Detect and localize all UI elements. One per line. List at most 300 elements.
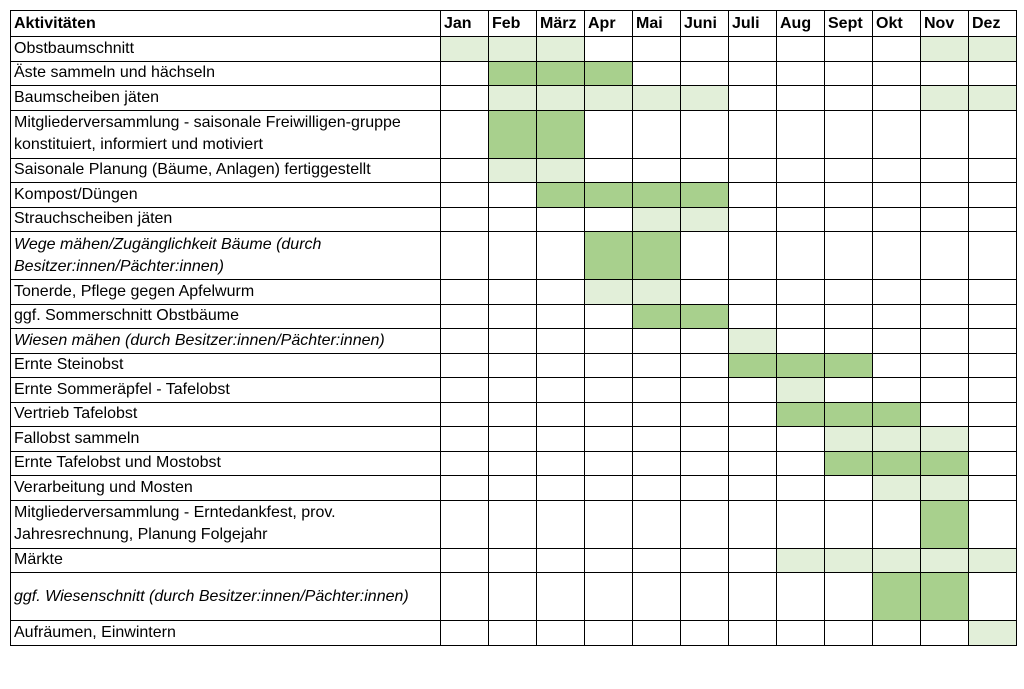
- table-row: [11, 378, 1017, 403]
- activity-label: Aufräumen, Einwintern: [11, 621, 441, 646]
- month-cell-okt: [873, 232, 921, 280]
- month-cell-nov: [921, 573, 969, 621]
- month-cell-jan: [441, 500, 489, 548]
- month-cell-aug: [777, 573, 825, 621]
- month-cell-aug: [777, 500, 825, 548]
- month-cell-dez: [969, 304, 1017, 329]
- month-cell-okt: [873, 548, 921, 573]
- month-cell-apr: [585, 378, 633, 403]
- month-cell-aug: [777, 353, 825, 378]
- month-cell-aug: [777, 158, 825, 183]
- month-cell-apr: [585, 548, 633, 573]
- month-cell-feb: [489, 37, 537, 62]
- month-cell-jan: [441, 402, 489, 427]
- month-cell-juni: [681, 183, 729, 208]
- month-cell-apr: [585, 110, 633, 158]
- month-cell-okt: [873, 500, 921, 548]
- month-cell-aug: [777, 110, 825, 158]
- header-row: [11, 11, 1017, 37]
- month-cell-feb: [489, 451, 537, 476]
- month-cell-okt: [873, 621, 921, 646]
- month-cell-aug: [777, 329, 825, 354]
- month-cell-märz: [537, 232, 585, 280]
- month-cell-jan: [441, 451, 489, 476]
- month-cell-jan: [441, 232, 489, 280]
- table-row: [11, 207, 1017, 232]
- table-row: [11, 427, 1017, 452]
- month-cell-mai: [633, 207, 681, 232]
- month-cell-juni: [681, 548, 729, 573]
- month-cell-sept: [825, 548, 873, 573]
- month-cell-juli: [729, 37, 777, 62]
- table-row: [11, 402, 1017, 427]
- month-cell-sept: [825, 476, 873, 501]
- month-cell-okt: [873, 158, 921, 183]
- month-cell-dez: [969, 353, 1017, 378]
- month-cell-feb: [489, 573, 537, 621]
- month-cell-aug: [777, 280, 825, 305]
- month-cell-mai: [633, 500, 681, 548]
- month-cell-feb: [489, 61, 537, 86]
- month-cell-aug: [777, 232, 825, 280]
- month-cell-sept: [825, 304, 873, 329]
- month-cell-märz: [537, 402, 585, 427]
- header-month-4: Apr: [585, 11, 633, 37]
- month-cell-dez: [969, 427, 1017, 452]
- month-cell-okt: [873, 86, 921, 111]
- month-cell-juni: [681, 158, 729, 183]
- month-cell-nov: [921, 158, 969, 183]
- month-cell-mai: [633, 573, 681, 621]
- table-row: [11, 451, 1017, 476]
- month-cell-nov: [921, 427, 969, 452]
- table-row: [11, 110, 1017, 158]
- month-cell-feb: [489, 207, 537, 232]
- month-cell-feb: [489, 183, 537, 208]
- month-cell-okt: [873, 451, 921, 476]
- activity-label: Ernte Steinobst: [11, 353, 441, 378]
- activity-label: Vertrieb Tafelobst: [11, 402, 441, 427]
- activity-label: Äste sammeln und hächseln: [11, 61, 441, 86]
- month-cell-jan: [441, 621, 489, 646]
- month-cell-aug: [777, 61, 825, 86]
- month-cell-juni: [681, 61, 729, 86]
- month-cell-märz: [537, 110, 585, 158]
- month-cell-nov: [921, 329, 969, 354]
- table-row: [11, 329, 1017, 354]
- month-cell-juni: [681, 427, 729, 452]
- month-cell-mai: [633, 621, 681, 646]
- month-cell-sept: [825, 61, 873, 86]
- table-row: [11, 158, 1017, 183]
- month-cell-sept: [825, 110, 873, 158]
- month-cell-juni: [681, 304, 729, 329]
- header-month-9: Sept: [825, 11, 873, 37]
- month-cell-feb: [489, 110, 537, 158]
- month-cell-apr: [585, 207, 633, 232]
- month-cell-apr: [585, 451, 633, 476]
- month-cell-okt: [873, 61, 921, 86]
- table-row: [11, 621, 1017, 646]
- month-cell-apr: [585, 158, 633, 183]
- month-cell-mai: [633, 329, 681, 354]
- month-cell-juli: [729, 548, 777, 573]
- month-cell-märz: [537, 427, 585, 452]
- activity-label: Saisonale Planung (Bäume, Anlagen) fertiggestellt: [11, 158, 441, 183]
- month-cell-juni: [681, 573, 729, 621]
- month-cell-juni: [681, 110, 729, 158]
- month-cell-jan: [441, 353, 489, 378]
- month-cell-nov: [921, 548, 969, 573]
- month-cell-jan: [441, 378, 489, 403]
- month-cell-mai: [633, 158, 681, 183]
- month-cell-mai: [633, 37, 681, 62]
- month-cell-feb: [489, 280, 537, 305]
- month-cell-nov: [921, 61, 969, 86]
- month-cell-apr: [585, 500, 633, 548]
- month-cell-dez: [969, 280, 1017, 305]
- month-cell-mai: [633, 427, 681, 452]
- month-cell-juli: [729, 476, 777, 501]
- month-cell-apr: [585, 37, 633, 62]
- month-cell-dez: [969, 402, 1017, 427]
- activity-label: Strauchscheiben jäten: [11, 207, 441, 232]
- month-cell-okt: [873, 402, 921, 427]
- month-cell-dez: [969, 183, 1017, 208]
- month-cell-märz: [537, 500, 585, 548]
- month-cell-juli: [729, 61, 777, 86]
- month-cell-juli: [729, 329, 777, 354]
- month-cell-juli: [729, 183, 777, 208]
- month-cell-mai: [633, 451, 681, 476]
- activity-label: Wege mähen/Zugänglichkeit Bäume (durch Besitzer:innen/Pächter:innen): [11, 232, 441, 280]
- table-row: [11, 304, 1017, 329]
- month-cell-apr: [585, 573, 633, 621]
- month-cell-mai: [633, 183, 681, 208]
- table-row: [11, 548, 1017, 573]
- month-cell-sept: [825, 207, 873, 232]
- month-cell-nov: [921, 621, 969, 646]
- month-cell-juni: [681, 86, 729, 111]
- month-cell-nov: [921, 207, 969, 232]
- month-cell-mai: [633, 353, 681, 378]
- activity-label: Ernte Tafelobst und Mostobst: [11, 451, 441, 476]
- month-cell-nov: [921, 451, 969, 476]
- month-cell-apr: [585, 476, 633, 501]
- activity-table: [10, 10, 1017, 646]
- month-cell-juli: [729, 86, 777, 111]
- header-month-10: Okt: [873, 11, 921, 37]
- month-cell-juli: [729, 451, 777, 476]
- month-cell-juli: [729, 402, 777, 427]
- month-cell-nov: [921, 232, 969, 280]
- month-cell-märz: [537, 280, 585, 305]
- month-cell-apr: [585, 329, 633, 354]
- month-cell-märz: [537, 158, 585, 183]
- month-cell-feb: [489, 621, 537, 646]
- month-cell-aug: [777, 207, 825, 232]
- month-cell-juni: [681, 280, 729, 305]
- month-cell-okt: [873, 183, 921, 208]
- table-row: [11, 476, 1017, 501]
- header-month-12: Dez: [969, 11, 1017, 37]
- month-cell-juli: [729, 304, 777, 329]
- month-cell-aug: [777, 548, 825, 573]
- activity-label: Verarbeitung und Mosten: [11, 476, 441, 501]
- month-cell-juli: [729, 378, 777, 403]
- month-cell-dez: [969, 61, 1017, 86]
- month-cell-mai: [633, 232, 681, 280]
- month-cell-nov: [921, 280, 969, 305]
- month-cell-märz: [537, 61, 585, 86]
- month-cell-jan: [441, 304, 489, 329]
- month-cell-okt: [873, 476, 921, 501]
- table-row: [11, 500, 1017, 548]
- month-cell-sept: [825, 427, 873, 452]
- activity-label: Mitgliederversammlung - saisonale Freiwilligen-gruppe konstituiert, informiert und motiviert: [11, 110, 441, 158]
- month-cell-apr: [585, 232, 633, 280]
- month-cell-apr: [585, 427, 633, 452]
- activity-label: Märkte: [11, 548, 441, 573]
- month-cell-mai: [633, 280, 681, 305]
- month-cell-juli: [729, 621, 777, 646]
- month-cell-apr: [585, 183, 633, 208]
- month-cell-okt: [873, 207, 921, 232]
- month-cell-aug: [777, 427, 825, 452]
- month-cell-aug: [777, 621, 825, 646]
- month-cell-dez: [969, 110, 1017, 158]
- month-cell-dez: [969, 451, 1017, 476]
- month-cell-märz: [537, 353, 585, 378]
- table-row: [11, 280, 1017, 305]
- month-cell-juni: [681, 353, 729, 378]
- month-cell-mai: [633, 378, 681, 403]
- activity-label: Fallobst sammeln: [11, 427, 441, 452]
- month-cell-feb: [489, 548, 537, 573]
- month-cell-sept: [825, 378, 873, 403]
- month-cell-mai: [633, 548, 681, 573]
- month-cell-dez: [969, 232, 1017, 280]
- table-row: [11, 61, 1017, 86]
- month-cell-mai: [633, 61, 681, 86]
- month-cell-nov: [921, 476, 969, 501]
- month-cell-sept: [825, 158, 873, 183]
- month-cell-sept: [825, 37, 873, 62]
- month-cell-feb: [489, 232, 537, 280]
- month-cell-dez: [969, 329, 1017, 354]
- month-cell-jan: [441, 61, 489, 86]
- activity-label: Kompost/Düngen: [11, 183, 441, 208]
- month-cell-juni: [681, 500, 729, 548]
- month-cell-jan: [441, 37, 489, 62]
- month-cell-märz: [537, 621, 585, 646]
- activity-label: ggf. Wiesenschnitt (durch Besitzer:innen/Pächter:innen): [11, 573, 441, 621]
- header-activities: Aktivitäten: [11, 11, 441, 37]
- month-cell-feb: [489, 378, 537, 403]
- month-cell-aug: [777, 86, 825, 111]
- month-cell-feb: [489, 329, 537, 354]
- month-cell-feb: [489, 304, 537, 329]
- month-cell-aug: [777, 378, 825, 403]
- table-row: [11, 353, 1017, 378]
- table-row: [11, 573, 1017, 621]
- month-cell-sept: [825, 500, 873, 548]
- month-cell-apr: [585, 304, 633, 329]
- month-cell-mai: [633, 86, 681, 111]
- month-cell-märz: [537, 86, 585, 111]
- month-cell-apr: [585, 61, 633, 86]
- month-cell-jan: [441, 158, 489, 183]
- table-row: [11, 232, 1017, 280]
- month-cell-apr: [585, 353, 633, 378]
- month-cell-feb: [489, 158, 537, 183]
- month-cell-märz: [537, 476, 585, 501]
- month-cell-feb: [489, 500, 537, 548]
- month-cell-juni: [681, 232, 729, 280]
- header-month-3: März: [537, 11, 585, 37]
- month-cell-sept: [825, 183, 873, 208]
- month-cell-apr: [585, 86, 633, 111]
- month-cell-juni: [681, 621, 729, 646]
- month-cell-nov: [921, 378, 969, 403]
- month-cell-nov: [921, 110, 969, 158]
- month-cell-sept: [825, 402, 873, 427]
- month-cell-jan: [441, 329, 489, 354]
- month-cell-juli: [729, 110, 777, 158]
- month-cell-dez: [969, 573, 1017, 621]
- activity-label: Tonerde, Pflege gegen Apfelwurm: [11, 280, 441, 305]
- month-cell-jan: [441, 110, 489, 158]
- month-cell-juli: [729, 232, 777, 280]
- month-cell-mai: [633, 476, 681, 501]
- month-cell-apr: [585, 621, 633, 646]
- month-cell-dez: [969, 207, 1017, 232]
- activity-calendar: [10, 10, 1017, 646]
- month-cell-okt: [873, 378, 921, 403]
- month-cell-okt: [873, 329, 921, 354]
- month-cell-dez: [969, 476, 1017, 501]
- month-cell-feb: [489, 86, 537, 111]
- header-month-1: Jan: [441, 11, 489, 37]
- month-cell-mai: [633, 304, 681, 329]
- month-cell-jan: [441, 573, 489, 621]
- activity-label: ggf. Sommerschnitt Obstbäume: [11, 304, 441, 329]
- month-cell-juli: [729, 427, 777, 452]
- month-cell-nov: [921, 402, 969, 427]
- month-cell-dez: [969, 37, 1017, 62]
- month-cell-jan: [441, 280, 489, 305]
- month-cell-märz: [537, 451, 585, 476]
- month-cell-sept: [825, 451, 873, 476]
- month-cell-okt: [873, 353, 921, 378]
- month-cell-juni: [681, 476, 729, 501]
- month-cell-juni: [681, 207, 729, 232]
- month-cell-juli: [729, 573, 777, 621]
- month-cell-feb: [489, 402, 537, 427]
- month-cell-aug: [777, 451, 825, 476]
- month-cell-dez: [969, 86, 1017, 111]
- month-cell-sept: [825, 329, 873, 354]
- month-cell-märz: [537, 207, 585, 232]
- month-cell-mai: [633, 402, 681, 427]
- month-cell-juni: [681, 378, 729, 403]
- month-cell-juni: [681, 329, 729, 354]
- month-cell-okt: [873, 280, 921, 305]
- month-cell-sept: [825, 232, 873, 280]
- month-cell-dez: [969, 378, 1017, 403]
- month-cell-jan: [441, 183, 489, 208]
- month-cell-okt: [873, 37, 921, 62]
- activity-rows: [11, 37, 1017, 646]
- activity-label: Mitgliederversammlung - Erntedankfest, prov. Jahresrechnung, Planung Folgejahr: [11, 500, 441, 548]
- month-cell-sept: [825, 621, 873, 646]
- month-cell-feb: [489, 476, 537, 501]
- month-cell-nov: [921, 183, 969, 208]
- header-month-7: Juli: [729, 11, 777, 37]
- month-cell-apr: [585, 402, 633, 427]
- month-cell-märz: [537, 573, 585, 621]
- month-cell-juli: [729, 500, 777, 548]
- month-cell-jan: [441, 427, 489, 452]
- table-row: [11, 86, 1017, 111]
- month-cell-juli: [729, 353, 777, 378]
- month-cell-jan: [441, 548, 489, 573]
- month-cell-juli: [729, 280, 777, 305]
- activity-label: Obstbaumschnitt: [11, 37, 441, 62]
- month-cell-märz: [537, 329, 585, 354]
- month-cell-märz: [537, 183, 585, 208]
- month-cell-okt: [873, 573, 921, 621]
- month-cell-aug: [777, 183, 825, 208]
- month-cell-dez: [969, 548, 1017, 573]
- activity-label: Baumscheiben jäten: [11, 86, 441, 111]
- month-cell-aug: [777, 476, 825, 501]
- month-cell-nov: [921, 37, 969, 62]
- month-cell-nov: [921, 500, 969, 548]
- month-cell-dez: [969, 158, 1017, 183]
- month-cell-nov: [921, 304, 969, 329]
- header-month-8: Aug: [777, 11, 825, 37]
- month-cell-juni: [681, 402, 729, 427]
- month-cell-nov: [921, 353, 969, 378]
- month-cell-okt: [873, 427, 921, 452]
- header-month-2: Feb: [489, 11, 537, 37]
- month-cell-juli: [729, 207, 777, 232]
- month-cell-märz: [537, 37, 585, 62]
- month-cell-jan: [441, 207, 489, 232]
- header-month-6: Juni: [681, 11, 729, 37]
- month-cell-sept: [825, 353, 873, 378]
- month-cell-aug: [777, 304, 825, 329]
- header-month-11: Nov: [921, 11, 969, 37]
- month-cell-jan: [441, 86, 489, 111]
- month-cell-aug: [777, 402, 825, 427]
- month-cell-sept: [825, 86, 873, 111]
- month-cell-juni: [681, 37, 729, 62]
- month-cell-nov: [921, 86, 969, 111]
- month-cell-dez: [969, 500, 1017, 548]
- activity-label: Wiesen mähen (durch Besitzer:innen/Pächter:innen): [11, 329, 441, 354]
- month-cell-sept: [825, 573, 873, 621]
- activity-label: Ernte Sommeräpfel - Tafelobst: [11, 378, 441, 403]
- table-row: [11, 37, 1017, 62]
- month-cell-sept: [825, 280, 873, 305]
- month-cell-feb: [489, 427, 537, 452]
- month-cell-dez: [969, 621, 1017, 646]
- month-cell-märz: [537, 304, 585, 329]
- month-cell-aug: [777, 37, 825, 62]
- month-cell-apr: [585, 280, 633, 305]
